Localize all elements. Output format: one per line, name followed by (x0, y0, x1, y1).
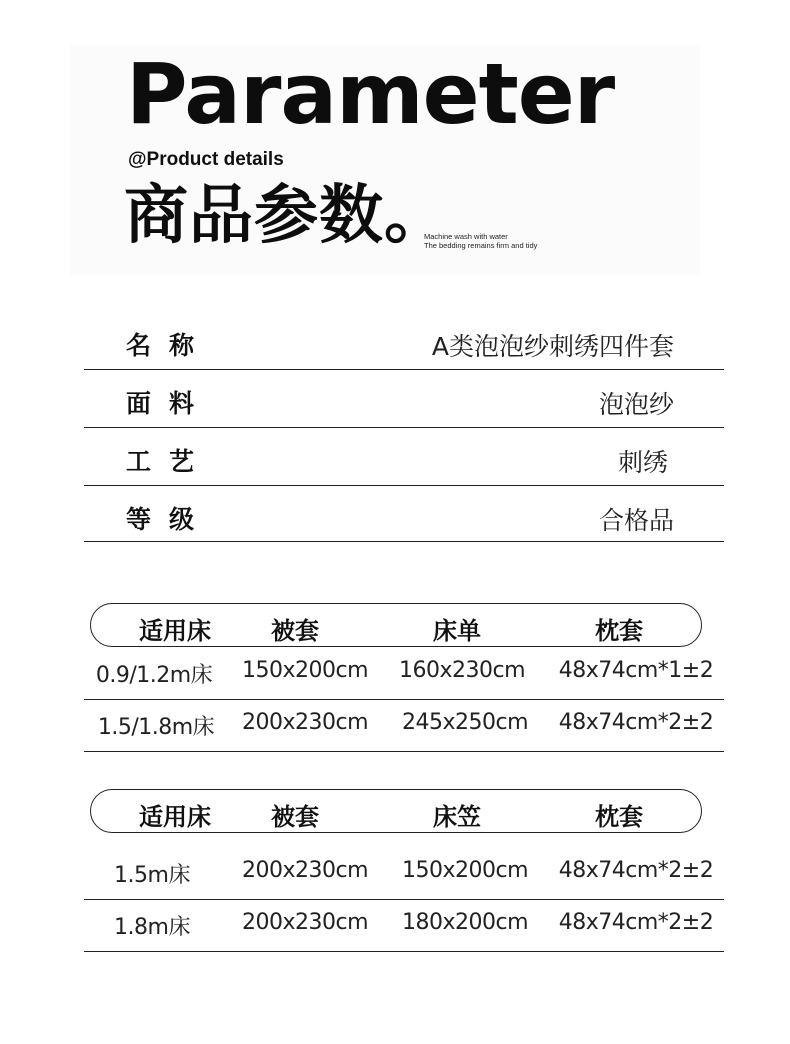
param-row-grade (84, 486, 724, 542)
table-cell: 180x200cm (401, 910, 529, 935)
table-cell: 1.5m床 (114, 863, 190, 888)
table-cell: 48x74cm*2±2 (558, 710, 714, 735)
table-cell: 200x230cm (241, 858, 369, 883)
param-row-fabric (84, 370, 724, 428)
table-row (84, 900, 724, 952)
table-row (84, 848, 724, 900)
param-row-craft (84, 428, 724, 486)
param-label: 名称 (126, 331, 213, 360)
param-row-name (84, 312, 724, 370)
param-label: 工艺 (126, 447, 213, 476)
page-subtitle: @Product details (128, 149, 284, 170)
param-label: 面料 (126, 389, 213, 418)
table-cell: 1.5/1.8m床 (97, 715, 215, 740)
table-cell: 150x200cm (401, 858, 529, 883)
param-value: A类泡泡纱刺绣四件套 (431, 332, 674, 361)
table-cell: 1.8m床 (114, 915, 190, 940)
care-note (424, 232, 537, 250)
care-note-line-1: Machine wash with water (424, 232, 508, 241)
param-value: 刺绣 (617, 448, 668, 477)
param-value: 泡泡纱 (598, 390, 674, 419)
param-value: 合格品 (598, 506, 674, 535)
param-label: 等级 (126, 505, 213, 534)
table-row (84, 648, 724, 700)
column-header: 床笠 (433, 803, 481, 831)
table-cell: 200x230cm (241, 910, 369, 935)
table-cell: 200x230cm (241, 710, 369, 735)
page-title-chinese: 商品参数。 (124, 179, 449, 253)
table-cell: 245x250cm (401, 710, 529, 735)
table-cell: 150x200cm (241, 658, 369, 683)
table-cell: 160x230cm (398, 658, 526, 683)
column-header: 枕套 (595, 803, 643, 831)
size-table-1-header (90, 603, 702, 647)
page-title: Parameter (126, 45, 615, 143)
column-header: 床单 (433, 617, 481, 645)
column-header: 被套 (271, 617, 319, 645)
table-row (84, 700, 724, 752)
column-header: 枕套 (595, 617, 643, 645)
column-header: 适用床 (139, 803, 211, 831)
column-header: 适用床 (139, 617, 211, 645)
table-cell: 48x74cm*2±2 (558, 910, 714, 935)
table-cell: 48x74cm*1±2 (558, 658, 714, 683)
table-cell: 48x74cm*2±2 (558, 858, 714, 883)
column-header: 被套 (271, 803, 319, 831)
care-note-line-2: The bedding remains firm and tidy (424, 241, 538, 250)
table-cell: 0.9/1.2m床 (95, 663, 213, 688)
size-table-2-header (90, 789, 702, 833)
